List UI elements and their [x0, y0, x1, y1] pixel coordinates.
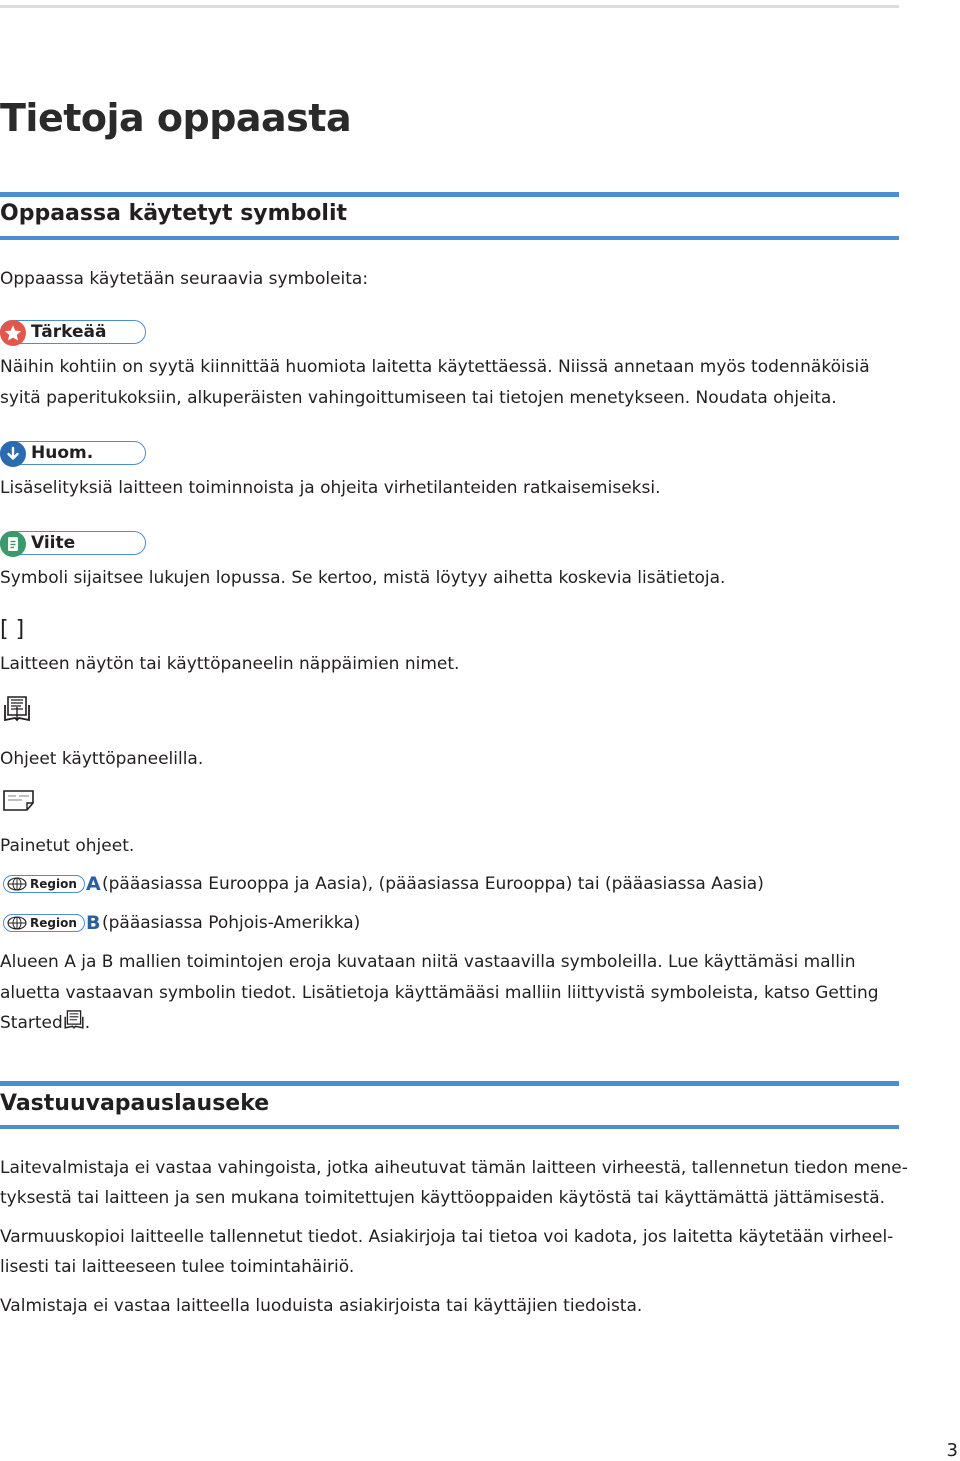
section-heading-symbols: Oppaassa käytetyt symbolit [0, 201, 348, 226]
reference-badge [0, 531, 146, 555]
reference-label: Viite [31, 533, 76, 553]
page-title: Tietoja oppaasta [0, 96, 352, 140]
manual-book-icon [63, 1008, 85, 1030]
disclaimer-p2-line1: Varmuuskopioi laitteelle tallennetut tiedot. Asiakirjoja tai tietoa voi kadota, jos laitetta käytetään virheel- [0, 1227, 894, 1247]
region-para-line1: Alueen A ja B mallien toimintojen eroja kuvataan niitä vastaavilla symboleilla. Lue käyttämäsi mallin [0, 952, 856, 972]
region-a-badge [3, 873, 101, 895]
important-text-line1: Näihin kohtiin on syytä kiinnittää huomiota laitetta käytettäessä. Niissä annetaan myös todennäköisiä [0, 357, 870, 377]
globe-icon [6, 877, 28, 891]
getting-started-text: Started [0, 1013, 63, 1033]
top-rule [0, 5, 899, 8]
region-a-text: (pääasiassa Eurooppa ja Aasia), (pääasiassa Eurooppa) tai (pääasiassa Aasia) [102, 874, 764, 894]
printed-icon-text: Painetut ohjeet. [0, 836, 135, 856]
region-b-letter: B [86, 912, 101, 934]
region-b-tag [3, 914, 85, 932]
region-a-letter: A [86, 873, 101, 895]
important-text-line2: syitä paperitukoksiin, alkuperäisten vahingoittumiseen tai tietojen menetykseen. Noudata ohjeita. [0, 388, 837, 408]
reference-text: Symboli sijaitsee lukujen lopussa. Se kertoo, mistä löytyy aihetta koskevia lisätietoja. [0, 568, 726, 588]
manual-book-icon [2, 693, 32, 727]
brackets-text: Laitteen näytön tai käyttöpaneelin näppäimien nimet. [0, 654, 460, 674]
disclaimer-p1-line2: tyksestä tai laitteen ja sen mukana toimitettujen käyttöoppaiden käytöstä tai käyttämättä jättämisestä. [0, 1188, 886, 1208]
page-number: 3 [946, 1440, 958, 1461]
note-text: Lisäselityksiä laitteen toiminnoista ja ohjeita virhetilanteiden ratkaisemiseksi. [0, 478, 661, 498]
important-label: Tärkeää [31, 322, 107, 342]
intro-text: Oppaassa käytetään seuraavia symboleita: [0, 269, 369, 289]
note-label: Huom. [31, 443, 94, 463]
region-para-line3 [0, 1008, 90, 1038]
disclaimer-p3: Valmistaja ei vastaa laitteella luoduista asiakirjoista tai käyttäjien tiedoista. [0, 1296, 643, 1316]
panel-icon-text: Ohjeet käyttöpaneelilla. [0, 749, 204, 769]
disclaimer-p2-line2: lisesti tai laitteeseen tulee toimintahäiriö. [0, 1257, 355, 1277]
note-badge [0, 441, 146, 465]
region-b-tag-label: Region [30, 916, 77, 930]
section-bar-bottom [0, 1125, 899, 1129]
section-bar-top [0, 1081, 899, 1086]
section-bar-bottom [0, 236, 899, 240]
region-b-badge [3, 912, 100, 934]
section-bar-top [0, 192, 899, 197]
brackets-symbol: [ ] [0, 617, 25, 642]
region-a-tag-label: Region [30, 877, 77, 891]
printed-sheet-icon [2, 787, 36, 817]
disclaimer-p1-line1: Laitevalmistaja ei vastaa vahingoista, jotka aiheutuvat tämän laitteen virheestä, tallennetun tiedon mene- [0, 1158, 908, 1178]
important-badge [0, 320, 146, 344]
region-a-tag [3, 875, 85, 893]
document-icon [0, 531, 26, 557]
star-icon [0, 320, 26, 346]
region-b-text: (pääasiassa Pohjois-Amerikka) [102, 913, 361, 933]
line3-period: . [84, 1013, 91, 1033]
down-arrow-icon [0, 441, 26, 467]
globe-icon [6, 916, 28, 930]
section-heading-disclaimer: Vastuuvapauslauseke [0, 1091, 270, 1116]
region-para-line2: aluetta vastaavan symbolin tiedot. Lisätietoja käyttämääsi malliin liittyvistä symboleista, katso Getting [0, 983, 879, 1003]
